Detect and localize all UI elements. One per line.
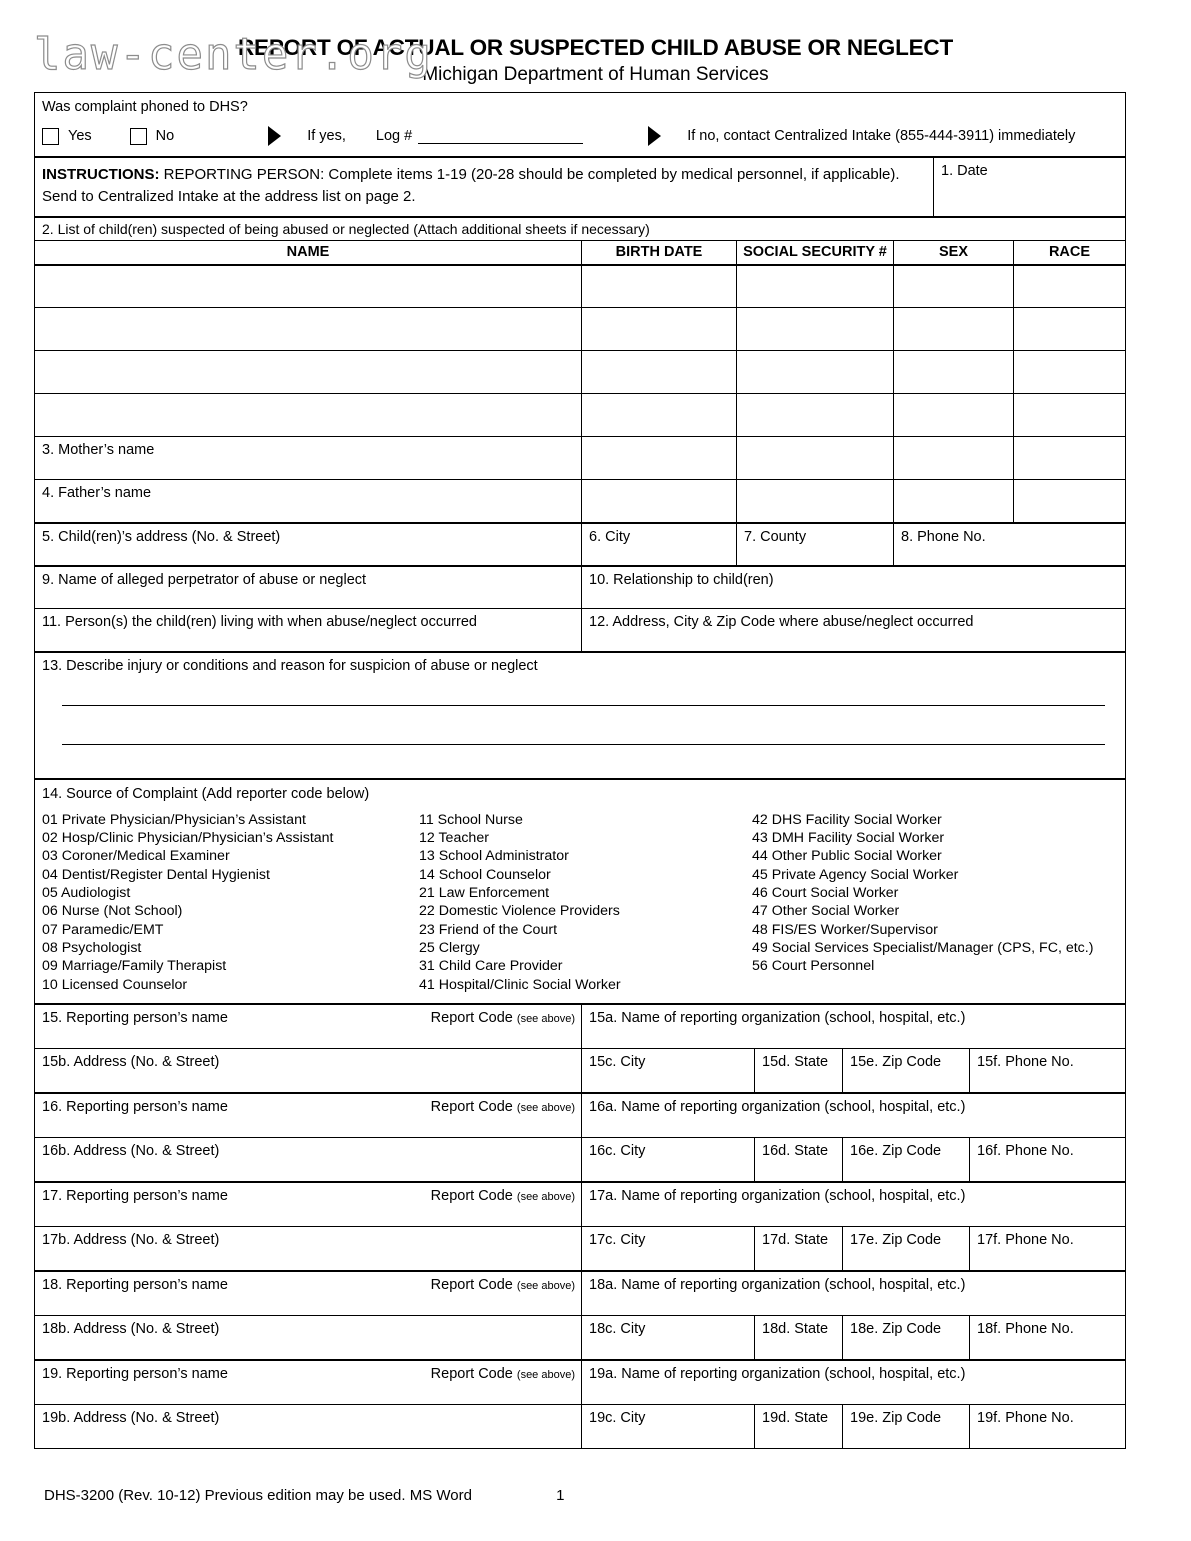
reporting-city-label-18: 18c. City bbox=[589, 1320, 646, 1337]
report-code-label-16: Report Code (see above) bbox=[430, 1098, 575, 1115]
list-item: 12 Teacher bbox=[419, 830, 489, 847]
child-race-input-2[interactable] bbox=[1013, 308, 1125, 350]
reporting-person-name-row bbox=[35, 1003, 1125, 1048]
occurrence-row bbox=[35, 608, 1125, 651]
reporting-zip-label-18: 18e. Zip Code bbox=[850, 1320, 942, 1337]
reporting-city-label-17: 17c. City bbox=[589, 1231, 646, 1248]
reporting-zip-field-15[interactable] bbox=[842, 1049, 969, 1092]
reporting-person-name-label-16: 16. Reporting person’s name bbox=[42, 1098, 228, 1115]
child-sex-input-3[interactable] bbox=[893, 351, 1013, 393]
arrow-right-icon-2 bbox=[648, 126, 661, 146]
list-item: 47 Other Social Worker bbox=[752, 903, 900, 920]
reporting-phone-label-19: 19f. Phone No. bbox=[977, 1409, 1074, 1426]
child-race-input-3[interactable] bbox=[1013, 351, 1125, 393]
list-item: 56 Court Personnel bbox=[752, 958, 875, 975]
reporting-org-label-17: 17a. Name of reporting organization (school, hospital, etc.) bbox=[589, 1187, 966, 1204]
father-sex-input[interactable] bbox=[893, 480, 1013, 522]
reporting-org-field-19[interactable] bbox=[581, 1361, 1125, 1404]
reporting-city-field-17[interactable] bbox=[581, 1227, 754, 1270]
reporting-phone-field-15[interactable] bbox=[969, 1049, 1125, 1092]
list-item: 25 Clergy bbox=[419, 939, 480, 956]
reporting-city-field-18[interactable] bbox=[581, 1316, 754, 1359]
list-item: 01 Private Physician/Physician’s Assistant bbox=[42, 811, 306, 828]
if-yes-label: If yes, bbox=[307, 128, 346, 145]
reporting-phone-field-19[interactable] bbox=[969, 1405, 1125, 1448]
date-field[interactable] bbox=[933, 158, 1125, 216]
child-county-label: 7. County bbox=[744, 528, 807, 545]
reporting-state-field-18[interactable] bbox=[754, 1316, 842, 1359]
reporting-zip-label-17: 17e. Zip Code bbox=[850, 1231, 942, 1248]
reporting-address-label-15: 15b. Address (No. & Street) bbox=[42, 1053, 220, 1070]
father-race-input[interactable] bbox=[1013, 480, 1125, 522]
column-header-ssn: SOCIAL SECURITY # bbox=[736, 241, 893, 264]
reporting-phone-label-16: 16f. Phone No. bbox=[977, 1142, 1074, 1159]
perpetrator-relationship-label: 10. Relationship to child(ren) bbox=[589, 571, 774, 588]
list-item: 21 Law Enforcement bbox=[419, 885, 550, 901]
reporting-state-field-19[interactable] bbox=[754, 1405, 842, 1448]
reporting-zip-label-15: 15e. Zip Code bbox=[850, 1053, 942, 1070]
occurrence-address-field[interactable] bbox=[581, 609, 1125, 651]
living-with-field[interactable] bbox=[35, 609, 581, 651]
father-ssn-input[interactable] bbox=[736, 480, 893, 522]
child-name-input-1[interactable] bbox=[35, 266, 581, 307]
reporting-state-field-16[interactable] bbox=[754, 1138, 842, 1181]
list-item: 23 Friend of the Court bbox=[419, 921, 558, 938]
child-phone-label: 8. Phone No. bbox=[901, 528, 986, 545]
list-item: 11 School Nurse bbox=[419, 811, 523, 828]
reporting-person-name-row bbox=[35, 1092, 1125, 1137]
list-item: 44 Other Public Social Worker bbox=[752, 848, 942, 865]
reporting-person-address-row bbox=[35, 1226, 1125, 1270]
reporting-org-label-18: 18a. Name of reporting organization (school, hospital, etc.) bbox=[589, 1276, 966, 1293]
reporting-address-field-18[interactable] bbox=[35, 1316, 581, 1359]
reporting-phone-field-18[interactable] bbox=[969, 1316, 1125, 1359]
child-city-label: 6. City bbox=[589, 528, 631, 545]
describe-write-line-2 bbox=[62, 744, 1105, 745]
child-name-input-3[interactable] bbox=[35, 351, 581, 393]
list-item: 48 FIS/ES Worker/Supervisor bbox=[752, 921, 938, 938]
if-no-label: If no, contact Centralized Intake (855-444-3911) immediately bbox=[687, 128, 1076, 145]
list-item: 04 Dentist/Register Dental Hygienist bbox=[42, 866, 270, 883]
table-row bbox=[35, 393, 1125, 436]
log-number-input[interactable] bbox=[418, 129, 583, 144]
describe-injury-label: 13. Describe injury or conditions and reason for suspicion of abuse or neglect bbox=[42, 657, 538, 674]
reporting-address-field-19[interactable] bbox=[35, 1405, 581, 1448]
reporting-zip-field-16[interactable] bbox=[842, 1138, 969, 1181]
child-ssn-input-1[interactable] bbox=[736, 266, 893, 307]
father-name-label: 4. Father’s name bbox=[42, 484, 152, 501]
phoned-yes-label: Yes bbox=[68, 128, 92, 145]
table-row bbox=[35, 350, 1125, 393]
reporting-org-label-19: 19a. Name of reporting organization (school, hospital, etc.) bbox=[589, 1365, 966, 1382]
reporting-org-label-16: 16a. Name of reporting organization (school, hospital, etc.) bbox=[589, 1098, 966, 1115]
document-header bbox=[0, 36, 1191, 86]
list-item: 49 Social Services Specialist/Manager (CPS, FC, etc.) bbox=[752, 939, 1094, 956]
reporting-person-address-row bbox=[35, 1404, 1125, 1449]
reporting-person-name-field-19[interactable] bbox=[35, 1361, 581, 1404]
source-of-complaint-section bbox=[35, 778, 1125, 1003]
mother-birthdate-input[interactable] bbox=[581, 437, 736, 479]
list-item: 03 Coroner/Medical Examiner bbox=[42, 848, 230, 865]
reporter-code-column-3 bbox=[752, 811, 1118, 994]
perpetrator-relationship-field[interactable] bbox=[581, 567, 1125, 608]
form-id-label: DHS-3200 (Rev. 10-12) Previous edition may be used. MS Word bbox=[44, 1487, 472, 1504]
form-body bbox=[34, 92, 1126, 1449]
column-header-name: NAME bbox=[286, 243, 330, 260]
occurrence-address-label: 12. Address, City & Zip Code where abuse/neglect occurred bbox=[589, 613, 974, 630]
instructions-text: REPORTING PERSON: Complete items 1-19 (20-28 should be completed by medical personnel, if applicable). Send to Centralized Intake at the address list on page 2. bbox=[42, 166, 900, 205]
reporting-state-label-15: 15d. State bbox=[762, 1053, 829, 1070]
column-header-birth-date: BIRTH DATE bbox=[581, 241, 736, 264]
child-ssn-input-2[interactable] bbox=[736, 308, 893, 350]
reporting-org-field-17[interactable] bbox=[581, 1183, 1125, 1226]
log-number-label: Log # bbox=[375, 128, 413, 145]
reporting-state-label-17: 17d. State bbox=[762, 1231, 829, 1248]
phoned-to-dhs-section bbox=[35, 93, 1125, 156]
reporting-address-field-17[interactable] bbox=[35, 1227, 581, 1270]
child-race-input-1[interactable] bbox=[1013, 266, 1125, 307]
reporting-address-label-17: 17b. Address (No. & Street) bbox=[42, 1231, 220, 1248]
reporting-person-name-row bbox=[35, 1359, 1125, 1404]
child-name-input-2[interactable] bbox=[35, 308, 581, 350]
child-city-field[interactable] bbox=[581, 524, 736, 565]
reporting-person-address-row bbox=[35, 1315, 1125, 1359]
list-item: 02 Hosp/Clinic Physician/Physician’s Assistant bbox=[42, 830, 334, 847]
perpetrator-row bbox=[35, 565, 1125, 608]
list-item: 43 DMH Facility Social Worker bbox=[752, 830, 945, 847]
phoned-no-checkbox[interactable] bbox=[130, 128, 147, 145]
reporting-person-name-field-15[interactable] bbox=[35, 1005, 581, 1048]
child-address-field[interactable] bbox=[35, 524, 581, 565]
list-item: 07 Paramedic/EMT bbox=[42, 921, 164, 938]
child-birthdate-input-2[interactable] bbox=[581, 308, 736, 350]
child-phone-field[interactable] bbox=[893, 524, 1125, 565]
mother-race-input[interactable] bbox=[1013, 437, 1125, 479]
reporting-phone-label-15: 15f. Phone No. bbox=[977, 1053, 1074, 1070]
section2-header: 2. List of child(ren) suspected of being abused or neglected (Attach additional sheets if necessary) bbox=[35, 216, 1125, 240]
instructions-bold-label: INSTRUCTIONS: bbox=[42, 166, 160, 184]
column-header-sex: SEX bbox=[893, 241, 1013, 264]
table-row bbox=[35, 307, 1125, 350]
list-item: 31 Child Care Provider bbox=[419, 958, 563, 975]
reporting-city-label-19: 19c. City bbox=[589, 1409, 646, 1426]
report-code-label-18: Report Code (see above) bbox=[430, 1276, 575, 1293]
child-birthdate-input-1[interactable] bbox=[581, 266, 736, 307]
reporting-org-field-15[interactable] bbox=[581, 1005, 1125, 1048]
mother-name-field[interactable] bbox=[35, 437, 581, 479]
reporting-person-name-field-18[interactable] bbox=[35, 1272, 581, 1315]
list-item: 10 Licensed Counselor bbox=[42, 976, 188, 993]
reporting-org-field-16[interactable] bbox=[581, 1094, 1125, 1137]
mother-name-label: 3. Mother’s name bbox=[42, 441, 155, 458]
reporting-person-name-field-16[interactable] bbox=[35, 1094, 581, 1137]
mother-sex-input[interactable] bbox=[893, 437, 1013, 479]
reporting-state-label-19: 19d. State bbox=[762, 1409, 829, 1426]
reporting-person-name-row bbox=[35, 1270, 1125, 1315]
reporting-person-name-label-19: 19. Reporting person’s name bbox=[42, 1365, 228, 1382]
phoned-no-label: No bbox=[155, 128, 175, 145]
reporting-state-label-16: 16d. State bbox=[762, 1142, 829, 1159]
child-sex-input-2[interactable] bbox=[893, 308, 1013, 350]
child-sex-input-4[interactable] bbox=[893, 394, 1013, 436]
describe-write-line-1 bbox=[62, 705, 1105, 706]
page-number: 1 bbox=[556, 1487, 565, 1504]
table-row bbox=[35, 264, 1125, 307]
reporting-zip-field-19[interactable] bbox=[842, 1405, 969, 1448]
source-of-complaint-title: 14. Source of Complaint (Add reporter code below) bbox=[42, 785, 370, 802]
reporting-city-field-19[interactable] bbox=[581, 1405, 754, 1448]
reporter-code-column-1 bbox=[42, 811, 419, 994]
reporting-phone-field-16[interactable] bbox=[969, 1138, 1125, 1181]
child-ssn-input-4[interactable] bbox=[736, 394, 893, 436]
child-county-field[interactable] bbox=[736, 524, 893, 565]
living-with-label: 11. Person(s) the child(ren) living with when abuse/neglect occurred bbox=[42, 613, 477, 630]
reporting-zip-label-19: 19e. Zip Code bbox=[850, 1409, 942, 1426]
child-name-input-4[interactable] bbox=[35, 394, 581, 436]
reporting-zip-label-16: 16e. Zip Code bbox=[850, 1142, 942, 1159]
reporting-zip-field-18[interactable] bbox=[842, 1316, 969, 1359]
list-item: 42 DHS Facility Social Worker bbox=[752, 811, 942, 828]
reporting-city-label-16: 16c. City bbox=[589, 1142, 646, 1159]
reporting-person-name-row bbox=[35, 1181, 1125, 1226]
reporting-person-name-label-15: 15. Reporting person’s name bbox=[42, 1009, 228, 1026]
phoned-question-label: Was complaint phoned to DHS? bbox=[42, 99, 248, 115]
children-table-header-row bbox=[35, 240, 1125, 264]
reporting-city-field-16[interactable] bbox=[581, 1138, 754, 1181]
father-name-field[interactable] bbox=[35, 480, 581, 522]
reporting-phone-label-18: 18f. Phone No. bbox=[977, 1320, 1074, 1337]
list-item: 05 Audiologist bbox=[42, 885, 131, 901]
reporting-person-name-label-18: 18. Reporting person’s name bbox=[42, 1276, 228, 1293]
mother-row bbox=[35, 436, 1125, 479]
reporting-address-field-16[interactable] bbox=[35, 1138, 581, 1181]
page-footer bbox=[44, 1487, 564, 1504]
list-item: 22 Domestic Violence Providers bbox=[419, 903, 620, 920]
list-item: 14 School Counselor bbox=[419, 866, 551, 883]
list-item: 41 Hospital/Clinic Social Worker bbox=[419, 976, 621, 993]
reporting-person-address-row bbox=[35, 1137, 1125, 1181]
report-code-label-19: Report Code (see above) bbox=[430, 1365, 575, 1382]
reporting-address-label-18: 18b. Address (No. & Street) bbox=[42, 1320, 220, 1337]
list-item: 06 Nurse (Not School) bbox=[42, 903, 183, 920]
phoned-yes-checkbox[interactable] bbox=[42, 128, 59, 145]
child-birthdate-input-3[interactable] bbox=[581, 351, 736, 393]
father-birthdate-input[interactable] bbox=[581, 480, 736, 522]
reporting-person-address-row bbox=[35, 1048, 1125, 1092]
child-birthdate-input-4[interactable] bbox=[581, 394, 736, 436]
page-subtitle: Michigan Department of Human Services bbox=[422, 64, 769, 86]
reporting-org-label-15: 15a. Name of reporting organization (school, hospital, etc.) bbox=[589, 1009, 966, 1026]
reporting-person-name-label-17: 17. Reporting person’s name bbox=[42, 1187, 228, 1204]
child-address-label: 5. Child(ren)’s address (No. & Street) bbox=[42, 528, 281, 545]
list-item: 46 Court Social Worker bbox=[752, 885, 899, 901]
report-code-label-15: Report Code (see above) bbox=[430, 1009, 575, 1026]
page-title: REPORT OF ACTUAL OR SUSPECTED CHILD ABUSE OR NEGLECT bbox=[237, 35, 954, 60]
arrow-right-icon bbox=[268, 126, 281, 146]
reporting-state-field-15[interactable] bbox=[754, 1049, 842, 1092]
list-item: 45 Private Agency Social Worker bbox=[752, 866, 959, 883]
reporting-address-label-16: 16b. Address (No. & Street) bbox=[42, 1142, 220, 1159]
reporting-state-field-17[interactable] bbox=[754, 1227, 842, 1270]
date-label: 1. Date bbox=[941, 163, 988, 180]
child-address-row bbox=[35, 522, 1125, 565]
reporting-state-label-18: 18d. State bbox=[762, 1320, 829, 1337]
mother-ssn-input[interactable] bbox=[736, 437, 893, 479]
perpetrator-name-label: 9. Name of alleged perpetrator of abuse or neglect bbox=[42, 571, 367, 588]
describe-injury-field[interactable] bbox=[35, 651, 1125, 778]
column-header-race: RACE bbox=[1013, 241, 1125, 264]
list-item: 13 School Administrator bbox=[419, 848, 569, 865]
reporting-zip-field-17[interactable] bbox=[842, 1227, 969, 1270]
child-ssn-input-3[interactable] bbox=[736, 351, 893, 393]
reporting-phone-label-17: 17f. Phone No. bbox=[977, 1231, 1074, 1248]
reporting-person-name-field-17[interactable] bbox=[35, 1183, 581, 1226]
report-code-label-17: Report Code (see above) bbox=[430, 1187, 575, 1204]
watermark-law-center: law-center.org bbox=[34, 29, 433, 80]
perpetrator-name-field[interactable] bbox=[35, 567, 581, 608]
child-sex-input-1[interactable] bbox=[893, 266, 1013, 307]
list-item: 08 Psychologist bbox=[42, 939, 142, 956]
reporting-org-field-18[interactable] bbox=[581, 1272, 1125, 1315]
reporting-address-label-19: 19b. Address (No. & Street) bbox=[42, 1409, 220, 1426]
list-item: 09 Marriage/Family Therapist bbox=[42, 958, 227, 975]
instructions-row bbox=[35, 156, 1125, 216]
child-race-input-4[interactable] bbox=[1013, 394, 1125, 436]
reporting-address-field-15[interactable] bbox=[35, 1049, 581, 1092]
father-row bbox=[35, 479, 1125, 522]
reporting-city-label-15: 15c. City bbox=[589, 1053, 646, 1070]
instructions-cell bbox=[35, 158, 933, 216]
reporter-code-column-2 bbox=[419, 811, 752, 994]
reporting-phone-field-17[interactable] bbox=[969, 1227, 1125, 1270]
reporting-city-field-15[interactable] bbox=[581, 1049, 754, 1092]
